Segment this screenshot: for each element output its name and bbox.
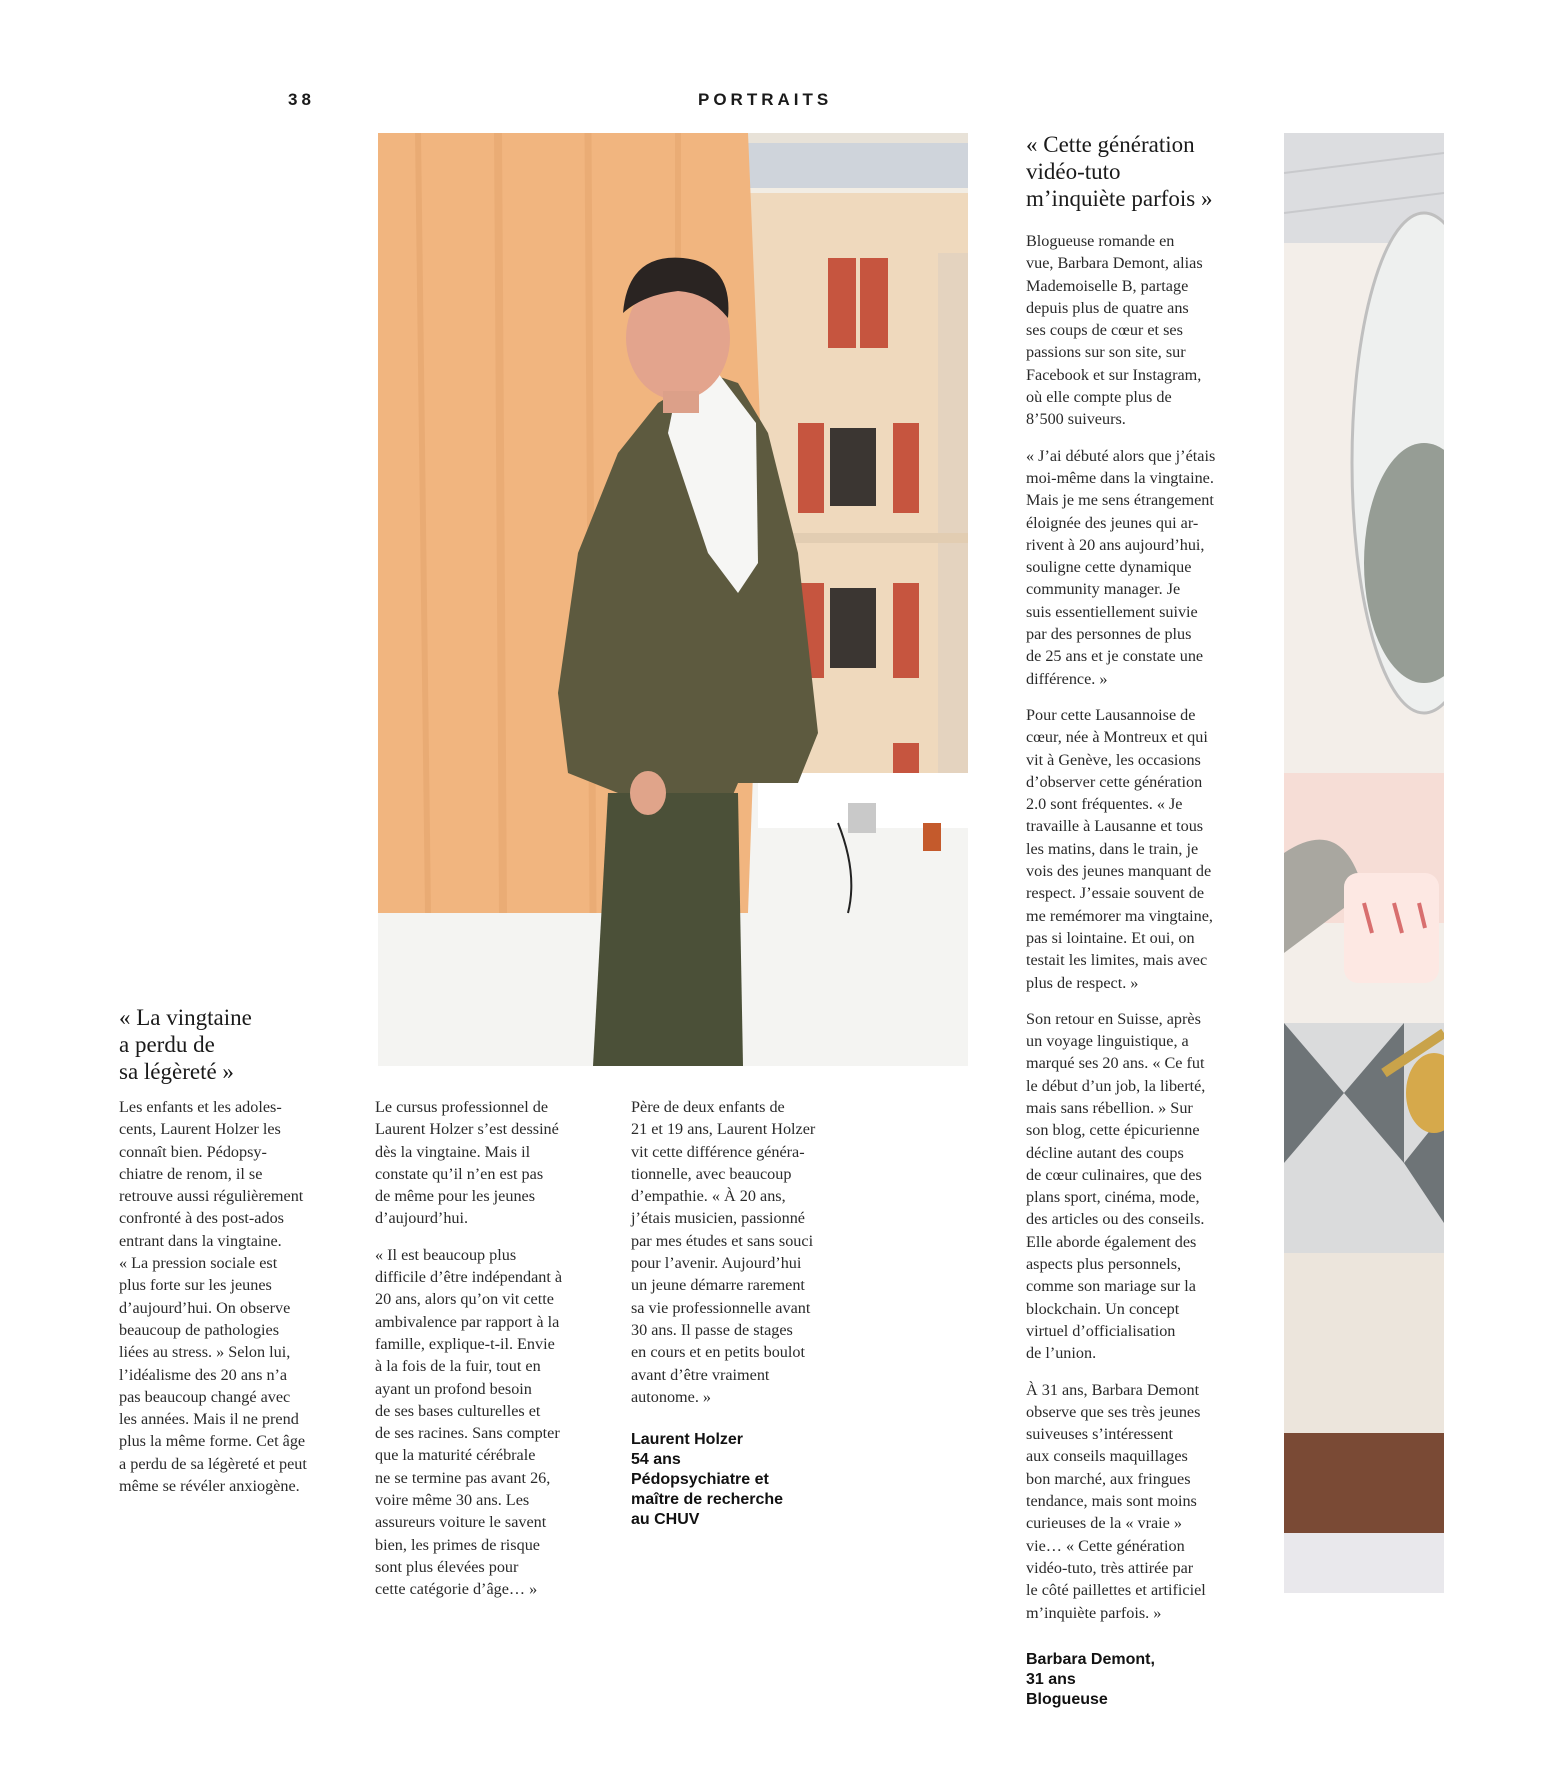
interior-photo-strip <box>1284 133 1444 1593</box>
byline-barbara-demont: Barbara Demont, 31 ans Blogueuse <box>1026 1651 1155 1708</box>
paragraph: Son retour en Suisse, après un voyage linguistique, a marqué ses 20 ans. « Ce fut le début d’un job, la liberté, mais sans rébellion. » Sur son blog, cette épicurienne décline autant des coups de cœur culinaires, que des plans sport, cinéma, mode, des articles ou des conseils. Elle aborde également des aspects plus personnels, comme son mariage sur la blockchain. Un concept virtuel d’officialisation de l’union. <box>1026 1009 1206 1363</box>
page-number: 38 <box>288 90 315 109</box>
paragraph: Les enfants et les adoles- cents, Laurent Holzer les connaît bien. Pédopsy- chiatre de renom, il se retrouve aussi régulièrement confronté à des post-ados entrant dans la vingtaine. « La pression sociale est plus forte sur les jeunes d’aujourd’hui. On observe beaucoup de pathologies liées au stress. » Selon lui, l’idéalisme des 20 ans n’a pas beaucoup changé avec les années. Mais il ne prend plus la même forme. Cet âge a perdu de sa légèreté et peut même se révéler anxiogène. <box>119 1098 307 1496</box>
paragraph: Pour cette Lausannoise de cœur, née à Montreux et qui vit à Genève, les occasions d’observer cette génération 2.0 sont fréquentes. « Je travaille à Lausanne et tous les matins, dans le train, je vois des jeunes manquant de respect. J’essaie souvent de me remémorer ma vingtaine, pas si lointaine. Et oui, on testait les limites, mais avec plus de respect. » <box>1026 705 1213 992</box>
article-right-column <box>1026 230 1271 1638</box>
headline-left: « La vingtaine a perdu de sa légèreté » <box>119 1005 252 1084</box>
paragraph: Père de deux enfants de 21 et 19 ans, Laurent Holzer vit cette différence généra- tionnelle, avec beaucoup d’empathie. « À 20 ans, j’étais musicien, passionné par mes études et sans souci pour l’avenir. Aujourd’hui un jeune démarre rarement sa vie professionnelle avant 30 ans. Il passe de stages en cours et en petits boulot avant d’être vraiment autonome. » <box>631 1098 816 1406</box>
section-title: PORTRAITS <box>698 90 833 109</box>
paragraph: Le cursus professionnel de Laurent Holzer s’est dessiné dès la vingtaine. Mais il constate qu’il n’en est pas de même pour les jeunes d’aujourd’hui. <box>375 1098 559 1228</box>
paragraph: « J’ai débuté alors que j’étais moi-même dans la vingtaine. Mais je me sens étrangement éloignée des jeunes qui ar- rivent à 20 ans aujourd’hui, souligne cette dynamique community manager. Je suis essentiellement suivie par des personnes de plus de 25 ans et je constate une différence. » <box>1026 446 1216 688</box>
article-left-column-2 <box>375 1096 615 1615</box>
paragraph: Blogueuse romande en vue, Barbara Demont, alias Mademoiselle B, partage depuis plus de quatre ans ses coups de cœur et ses passions sur son site, sur Facebook et sur Instagram, où elle compte plus de 8’500 suiveurs. <box>1026 232 1203 429</box>
headline-right: « Cette génération vidéo-tuto m’inquiète parfois » <box>1026 132 1213 211</box>
article-left-column-1 <box>119 1096 359 1511</box>
paragraph: À 31 ans, Barbara Demont observe que ses très jeunes suiveuses s’intéressent aux conseils maquillages bon marché, aux fringues tendance, mais sont moins curieuses de la « vraie » vie… « Cette génération vidéo-tuto, très attirée par le côté paillettes et artificiel m’inquiète parfois. » <box>1026 1380 1206 1622</box>
article-left-column-3 <box>631 1096 871 1422</box>
portrait-photo-laurent-holzer <box>378 133 968 1066</box>
paragraph: « Il est beaucoup plus difficile d’être indépendant à 20 ans, alors qu’on vit cette ambivalence par rapport à la famille, explique-t-il. Envie à la fois de la fuir, tout en ayant un profond besoin de ses bases culturelles et de ses racines. Sans compter que la maturité cérébrale ne se termine pas avant 26, voire même 30 ans. Les assureurs voiture le savent bien, les primes de risque sont plus élevées pour cette catégorie d’âge… » <box>375 1245 563 1599</box>
byline-laurent-holzer: Laurent Holzer 54 ans Pédopsychiatre et maître de recherche au CHUV <box>631 1431 784 1528</box>
